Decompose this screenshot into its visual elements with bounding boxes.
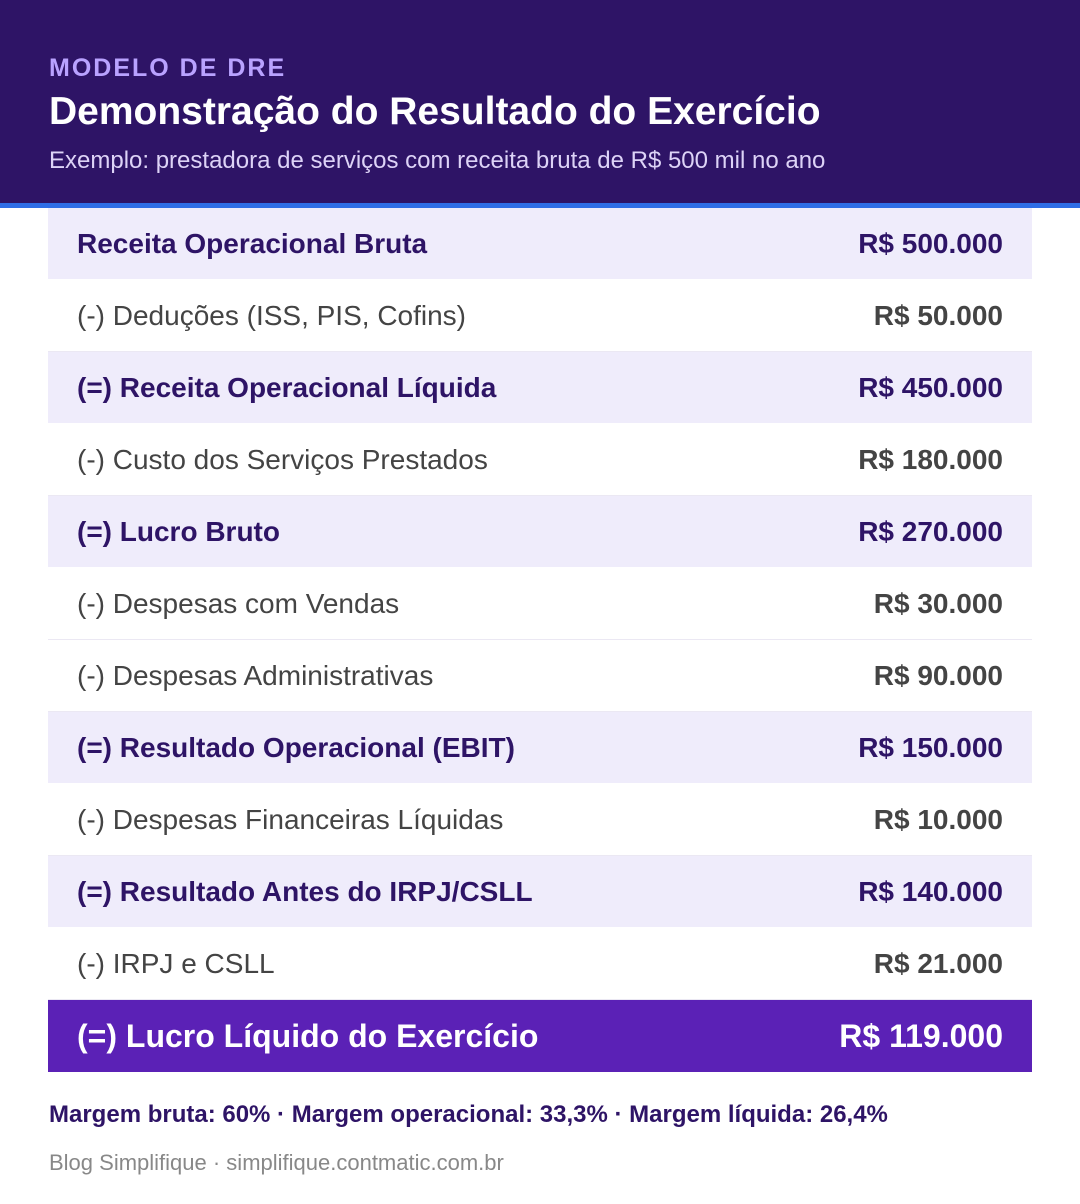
table-row xyxy=(48,352,1032,424)
row-value: R$ 10.000 xyxy=(873,803,1003,835)
table-row xyxy=(48,856,1032,928)
table-row xyxy=(48,424,1032,496)
row-label: (-) Deduções (ISS, PIS, Cofins) xyxy=(77,299,467,331)
row-label: (=) Resultado Operacional (EBIT) xyxy=(77,731,515,763)
margins-summary: Margem bruta: 60% · Margem operacional: 33,3% · Margem líquida: 26,4% xyxy=(49,1101,888,1128)
row-label: (-) Despesas Financeiras Líquidas xyxy=(77,803,504,835)
row-value: R$ 270.000 xyxy=(858,515,1003,547)
row-label: (-) Custo dos Serviços Prestados xyxy=(77,443,488,475)
source-credit: Blog Simplifique · simplifique.contmatic.com.br xyxy=(49,1150,504,1175)
eyebrow-label: MODELO DE DRE xyxy=(49,54,287,82)
total-value: R$ 119.000 xyxy=(839,1017,1003,1054)
table-row xyxy=(48,784,1032,856)
row-value: R$ 450.000 xyxy=(858,371,1003,403)
row-label: (-) Despesas com Vendas xyxy=(77,587,400,619)
table-row xyxy=(48,928,1032,1000)
table-row xyxy=(48,208,1032,280)
row-label: (=) Resultado Antes do IRPJ/CSLL xyxy=(77,875,533,907)
row-label: (-) IRPJ e CSLL xyxy=(77,947,275,979)
row-label: (=) Lucro Bruto xyxy=(77,515,280,547)
table-row xyxy=(48,712,1032,784)
row-value: R$ 140.000 xyxy=(858,875,1003,907)
row-label: Receita Operacional Bruta xyxy=(77,227,428,259)
row-value: R$ 21.000 xyxy=(873,947,1003,979)
row-label: (=) Receita Operacional Líquida xyxy=(77,371,497,403)
table-row xyxy=(48,640,1032,712)
row-value: R$ 180.000 xyxy=(858,443,1003,475)
dre-table xyxy=(48,208,1032,1072)
header-banner xyxy=(0,0,1080,208)
total-label: (=) Lucro Líquido do Exercício xyxy=(77,1017,539,1054)
table-row xyxy=(48,496,1032,568)
table-row xyxy=(48,280,1032,352)
table-row xyxy=(48,568,1032,640)
row-value: R$ 50.000 xyxy=(873,299,1003,331)
page-title: Demonstração do Resultado do Exercício xyxy=(49,90,821,133)
row-value: R$ 150.000 xyxy=(858,731,1003,763)
row-value: R$ 90.000 xyxy=(873,659,1003,691)
row-value: R$ 500.000 xyxy=(858,227,1003,259)
row-label: (-) Despesas Administrativas xyxy=(77,659,434,691)
total-row xyxy=(48,1000,1032,1072)
page-subtitle: Exemplo: prestadora de serviços com receita bruta de R$ 500 mil no ano xyxy=(49,147,826,174)
row-value: R$ 30.000 xyxy=(873,587,1003,619)
